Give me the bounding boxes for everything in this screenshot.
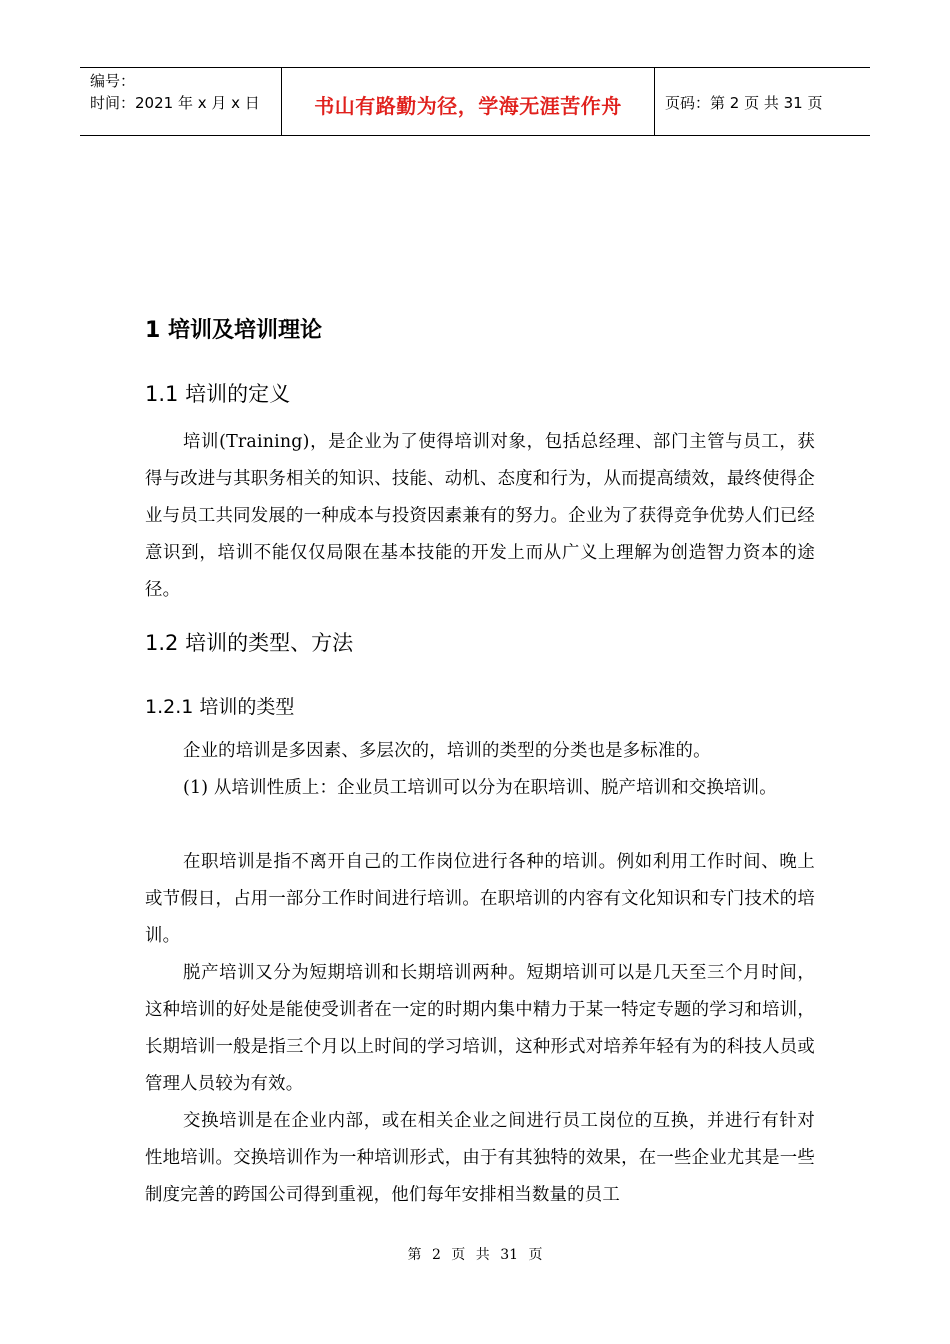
paragraph-types-by-nature: (1) 从培训性质上：企业员工培训可以分为在职培训、脱产培训和交换培训。 xyxy=(183,778,777,798)
section-heading-1-1: 1.1 培训的定义 xyxy=(145,382,291,406)
paragraph-definition: 培训(Training)，是企业为了使得培训对象，包括总经理、部门主管与员工，获得与改进与其职务相关的知识、技能、动机、态度和行为，从而提高绩效，最终使得企业与员工共同发展的一种成本与投资因素兼有的努力。企业为了获得竞争优势人们已经意识到，培训不能仅仅局限在基本技能的开发上而从广义上理解为创造智力资本的途径。 xyxy=(145,432,815,600)
chapter-heading: 1 培训及培训理论 xyxy=(145,318,322,343)
page-header xyxy=(80,67,870,136)
paragraph-off-job-training: 脱产培训又分为短期培训和长期培训两种。短期培训可以是几天至三个月时间，这种培训的好处是能使受训者在一定的时期内集中精力于某一特定专题的学习和培训，长期培训一般是指三个月以上时间的学习培训，这种形式对培养年轻有为的科技人员或管理人员较为有效。 xyxy=(145,963,815,1094)
subsection-heading-1-2-1: 1.2.1 培训的类型 xyxy=(145,696,295,718)
paragraph-exchange-training: 交换培训是在企业内部，或在相关企业之间进行员工岗位的互换，并进行有针对性地培训。交换培训作为一种培训形式，由于有其独特的效果，在一些企业尤其是一些制度完善的跨国公司得到重视，他们每年安排相当数量的员工 xyxy=(145,1111,815,1205)
header-motto: 书山有路勤为径，学海无涯苦作舟 xyxy=(314,94,622,118)
page-footer: 第 2 页 共 31 页 xyxy=(407,1247,543,1263)
document-number-label: 编号： xyxy=(90,72,136,90)
document-date: 时间：2021 年 x 月 x 日 xyxy=(90,94,260,112)
paragraph-on-job-training: 在职培训是指不离开自己的工作岗位进行各种的培训。例如利用工作时间、晚上或节假日，占用一部分工作时间进行培训。在职培训的内容有文化知识和专门技术的培训。 xyxy=(145,852,815,946)
header-meta xyxy=(90,70,260,114)
header-divider xyxy=(654,68,655,135)
paragraph-types-intro: 企业的培训是多因素、多层次的，培训的类型的分类也是多标准的。 xyxy=(183,741,711,761)
header-page-info: 页码：第 2 页 共 31 页 xyxy=(665,94,823,112)
section-heading-1-2: 1.2 培训的类型、方法 xyxy=(145,631,354,655)
